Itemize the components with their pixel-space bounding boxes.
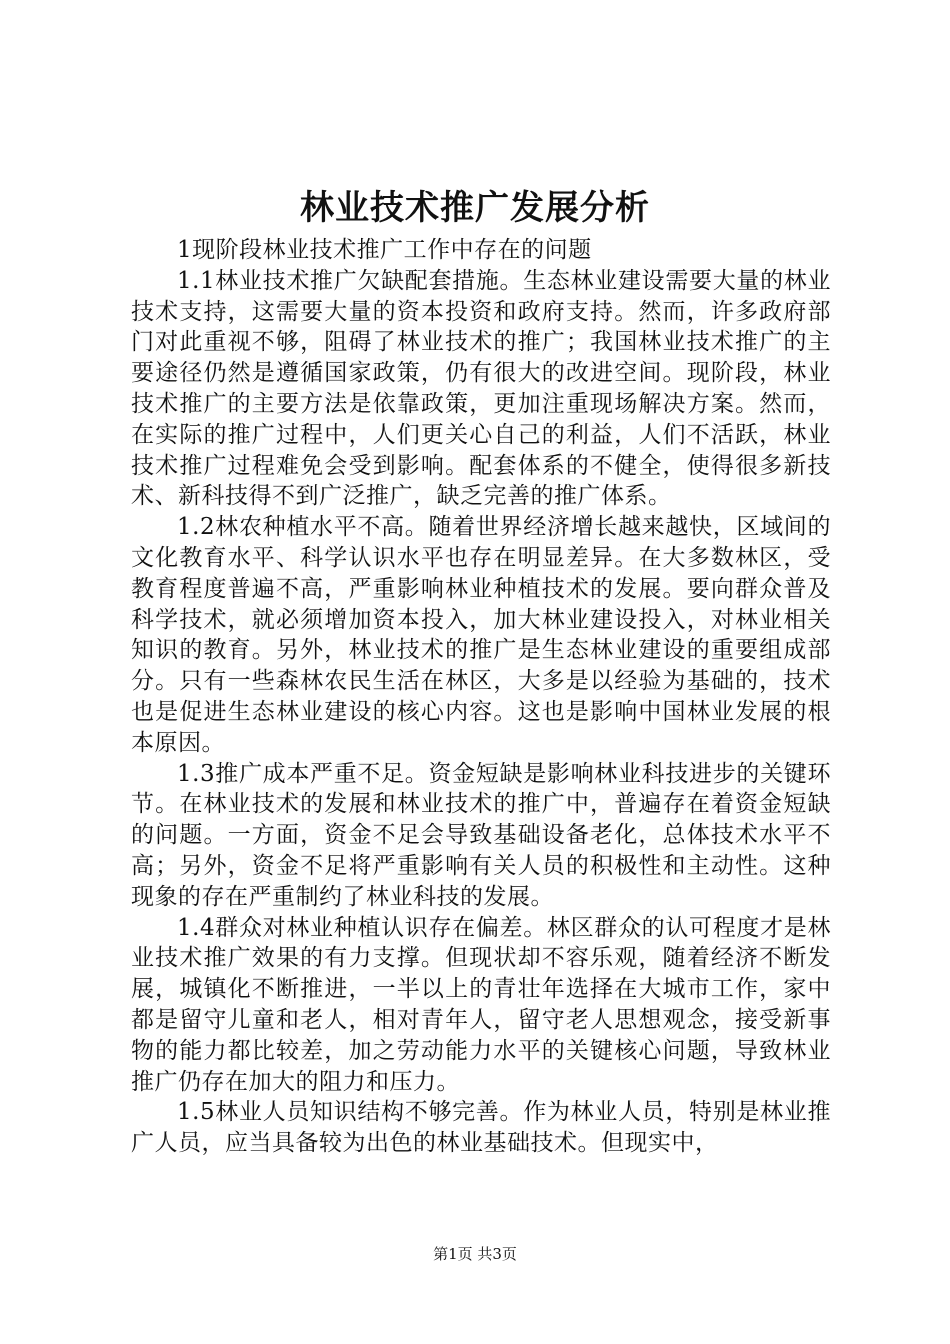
paragraph-1-2: 1.2林农种植水平不高。随着世界经济增长越来越快，区域间的文化教育水平、科学认识水平也存在明显差异。在大多数林区，受教育程度普遍不高，严重影响林业种植技术的发展。要向群众普及科学技术，就必须增加资本投入，加大林业建设投入，对林业相关知识的教育。另外，林业技术的推广是生态林业建设的重要组成部分。只有一些森林农民生活在林区，大多是以经验为基础的，技术也是促进生态林业建设的核心内容。这也是影响中国林业发展的根本原因。 <box>131 514 831 756</box>
paragraph-1-4: 1.4群众对林业种植认识存在偏差。林区群众的认可程度才是林业技术推广效果的有力支撑。但现状却不容乐观，随着经济不断发展，城镇化不断推进，一半以上的青壮年选择在大城市工作，家中都是留守儿童和老人，相对青年人，留守老人思想观念，接受新事物的能力都比较差，加之劳动能力水平的关键核心问题，导致林业推广仍存在加大的阻力和压力。 <box>131 914 831 1095</box>
paragraph-1-1: 1.1林业技术推广欠缺配套措施。生态林业建设需要大量的林业技术支持，这需要大量的资本投资和政府支持。然而，许多政府部门对此重视不够，阻碍了林业技术的推广；我国林业技术推广的主要途径仍然是遵循国家政策，仍有很大的改进空间。现阶段，林业技术推广的主要方法是依靠政策，更加注重现场解决方案。然而，在实际的推广过程中，人们更关心自己的利益，人们不活跃，林业技术推广过程难免会受到影响。配套体系的不健全，使得很多新技术、新科技得不到广泛推广，缺乏完善的推广体系。 <box>131 267 831 510</box>
paragraph-1-3: 1.3推广成本严重不足。资金短缺是影响林业科技进步的关键环节。在林业技术的发展和林业技术的推广中，普遍存在着资金短缺的问题。一方面，资金不足会导致基础设备老化，总体技术水平不高；另外，资金不足将严重影响有关人员的积极性和主动性。这种现象的存在严重制约了林业科技的发展。 <box>131 760 831 910</box>
paragraph-1-5: 1.5林业人员知识结构不够完善。作为林业人员，特别是林业推广人员，应当具备较为出色的林业基础技术。但现实中， <box>131 1099 831 1157</box>
section-heading: 1现阶段林业技术推广工作中存在的问题 <box>177 237 592 263</box>
page-footer: 第1页 共3页 <box>433 1245 517 1263</box>
document-title: 林业技术推广发展分析 <box>300 188 650 228</box>
document-body <box>131 235 831 1159</box>
